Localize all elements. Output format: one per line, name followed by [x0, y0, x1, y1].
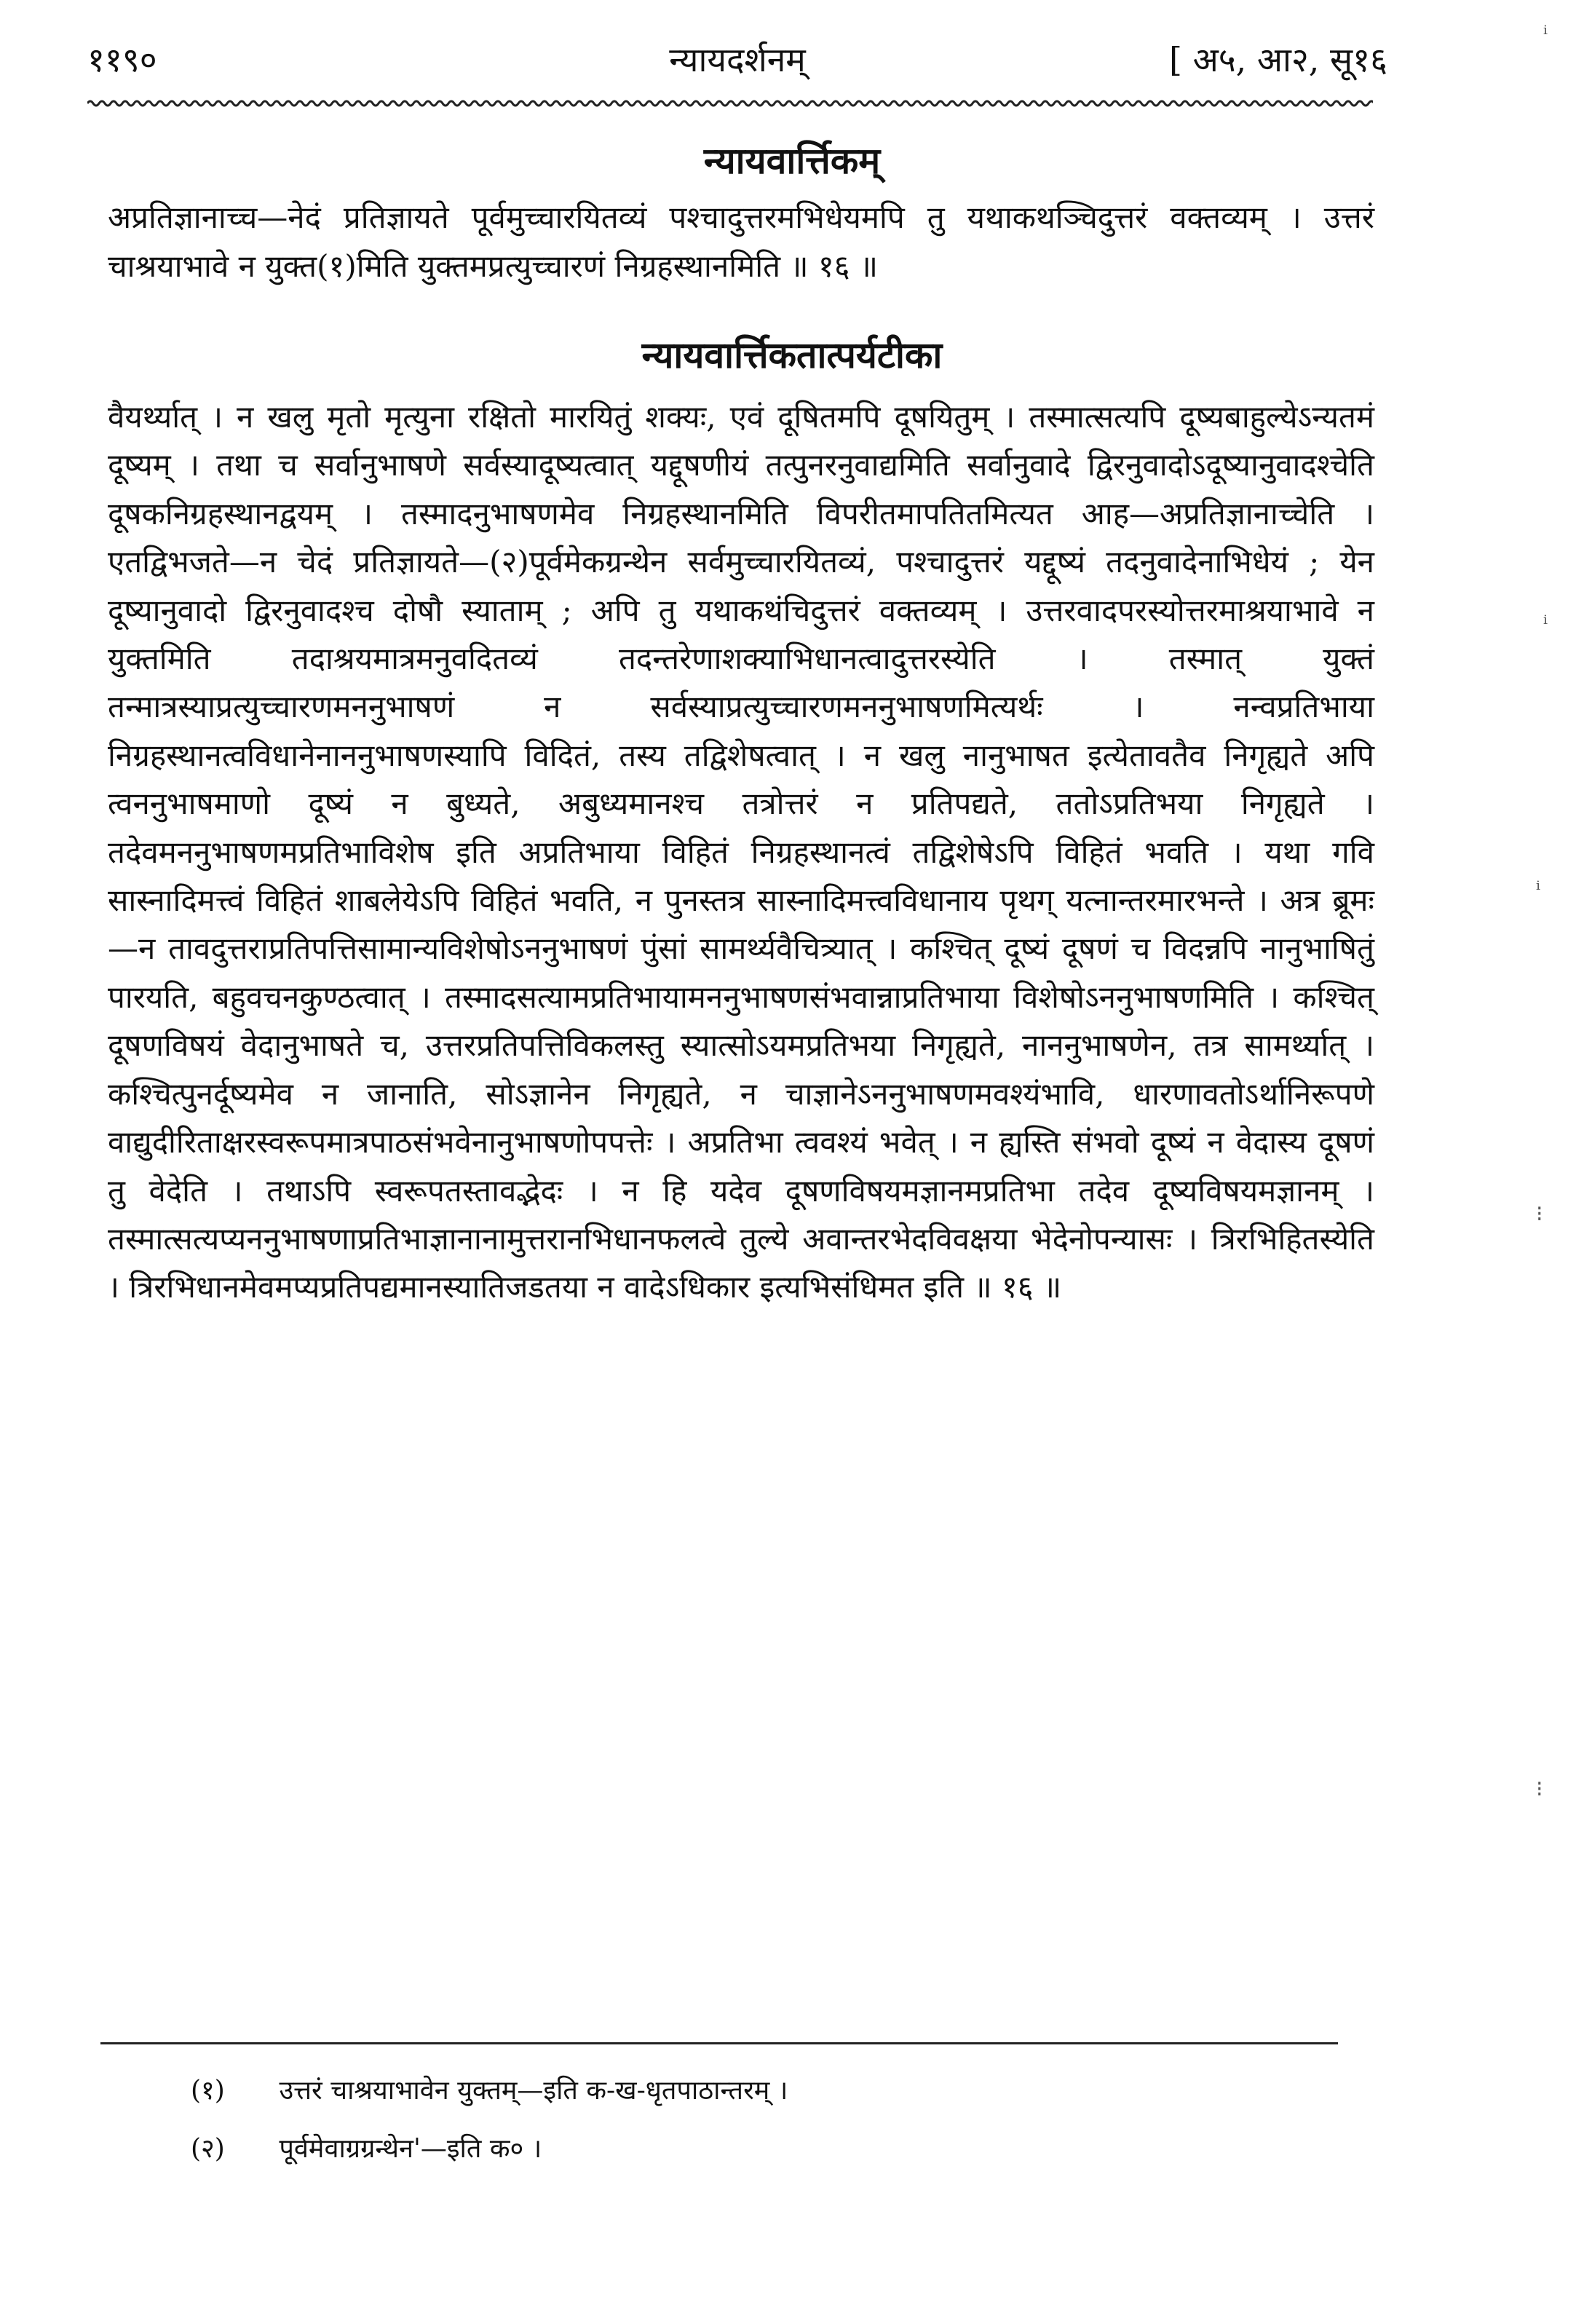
- tika-text: वैयर्थ्यात् । न खलु मृतो मृत्युना रक्षितो मारयितुं शक्यः, एवं दूषितमपि दूषयितुम् । तस्मात्सत्यपि दूष्यबाहुल्येऽन्यतमं दूष्यम् । तथा च सर्वानुभाषणे सर्वस्यादूष्यत्वात् यद्दूषणीयं तत्पुनरनुवाद्यमिति सर्वानुवादे द्विरनुवादोऽदूष्यानुवादश्चेति दूषकनिग्रहस्थानद्वयम् । तस्मादनुभाषणमेव निग्रहस्थानमिति विपरीतमापतितमित्यत आह—अप्रतिज्ञानाच्चेति । एतद्विभजते—न चेदं प्रतिज्ञायते—(२)पूर्वमेकग्रन्थेन सर्वमुच्चारयितव्यं, पश्चादुत्तरं यद्दूष्यं तदनुवादेनाभिधेयं ; येन दूष्यानुवादो द्विरनुवादश्च दोषौ स्याताम् ; अपि तु यथाकथंचिदुत्तरं वक्तव्यम् । उत्तरवादपरस्योत्तरमाश्रयाभावे न युक्तमिति तदाश्रयमात्रमनुवदितव्यं तदन्तरेणाशक्याभिधानत्वादुत्तरस्येति । तस्मात् युक्तं तन्मात्रस्याप्रत्युच्चारणमननुभाषणं न सर्वस्याप्रत्युच्चारणमननुभाषणमित्यर्थः । नन्वप्रतिभाया निग्रहस्थानत्वविधानेनाननुभाषणस्यापि विदितं, तस्य तद्विशेषत्वात् । न खलु नानुभाषत इत्येतावतैव निगृह्यते अपि त्वननुभाषमाणो दूष्यं न बुध्यते, अबुध्यमानश्च तत्रोत्तरं न प्रतिपद्यते, ततोऽप्रतिभया निगृह्यते । तदेवमननुभाषणमप्रतिभाविशेष इति अप्रतिभाया विहितं निग्रहस्थानत्वं तद्विशेषेऽपि विहितं भवति । यथा गवि सास्नादिमत्त्वं विहितं शाबलेयेऽपि विहितं भवति, न पुनस्तत्र सास्नादिमत्त्वविधानाय पृथग् यत्नान्तरमारभन्ते । अत्र ब्रूमः—न तावदुत्तराप्रतिपत्तिसामान्यविशेषोऽननुभाषणं पुंसां सामर्थ्यवैचित्र्यात् । कश्चित् दूष्यं दूषणं च विदन्नपि नानुभाषितुं पारयति, बहुवचनकुण्ठत्वात् । तस्मादसत्यामप्रतिभायामननुभाषणसंभवान्नाप्रतिभाया विशेषोऽननुभाषणमिति । कश्चित् दूषणविषयं वेदानुभाषते च, उत्तरप्रतिपत्तिविकलस्तु स्यात्सोऽयमप्रतिभया निगृह्यते, नाननुभाषणेन, तत्र सामर्थ्यात् । कश्चित्पुनर्दूष्यमेव न जानाति, सोऽज्ञानेन निगृह्यते, न चाज्ञानेऽननुभाषणमवश्यंभावि, धारणावतोऽर्थानिरूपणे वाद्युदीरिताक्षरस्वरूपमात्रपाठसंभवेनानुभाषणोपपत्तेः । अप्रतिभा त्ववश्यं भवेत् । न ह्यस्ति संभवो दूष्यं न वेदास्य दूषणं तु वेदेति । तथाऽपि स्वरूपतस्तावद्भेदः । न हि यदेव दूषणविषयमज्ञानमप्रतिभा तदेव दूष्यविषयमज्ञानम् । तस्मात्सत्यप्यननुभाषणाप्रतिभाज्ञानानामुत्तरानभिधानफलत्वे तुल्ये अवान्तरभेदविवक्षया भेदेनोपन्यासः । त्रिरभिहितस्येति । त्रिरभिधानमेवमप्यप्रतिपद्यमानस्यातिजडतया न वादेऽधिकार इत्यभिसंधिमत इति ॥ १६ ॥: [108, 399, 1374, 1305]
- vartika-heading: न्यायवार्त्तिकम्: [703, 139, 881, 182]
- footnote-1: [191, 2071, 788, 2107]
- margin-scan-mark: ⁱ: [1543, 22, 1548, 47]
- footnote-separator: [100, 2042, 1338, 2044]
- vartika-text: अप्रतिज्ञानाच्च—नेदं प्रतिज्ञायते पूर्वमुच्चारयितव्यं पश्चादुत्तरमभिधेयमपि तु यथाकथञ्चिदुत्तरं वक्तव्यम् । उत्तरं चाश्रयाभावे न युक्त(१)मिति युक्तमप्रत्युच्चारणं निग्रहस्थानमिति ॥ १६ ॥: [108, 199, 1374, 284]
- running-header: [87, 36, 1387, 102]
- margin-scan-mark: ⁱ: [1536, 877, 1541, 903]
- section-reference: [ अ५, आ२, सू१६: [1169, 40, 1387, 79]
- margin-scan-mark: ⁝: [1536, 1201, 1543, 1227]
- footnote-text: उत्तरं चाश्रयाभावेन युक्तम्—इति क-ख-धृतपाठान्तरम् ।: [279, 2076, 788, 2106]
- page-number: ११९०: [87, 40, 157, 79]
- running-title: न्यायदर्शनम्: [669, 40, 806, 79]
- footnote-number: (१): [191, 2076, 225, 2106]
- margin-scan-mark: ⁝: [1536, 1776, 1543, 1802]
- header-wavy-rule: [87, 95, 1373, 112]
- footnote-number: (२): [191, 2134, 225, 2164]
- tika-heading: न्यायवार्त्तिकतात्पर्यटीका: [641, 333, 943, 376]
- footnote-text: पूर्वमेवाग्रग्रन्थेन'—इति क० ।: [279, 2134, 542, 2164]
- margin-scan-mark: ⁱ: [1543, 612, 1548, 637]
- footnote-2: [191, 2130, 542, 2165]
